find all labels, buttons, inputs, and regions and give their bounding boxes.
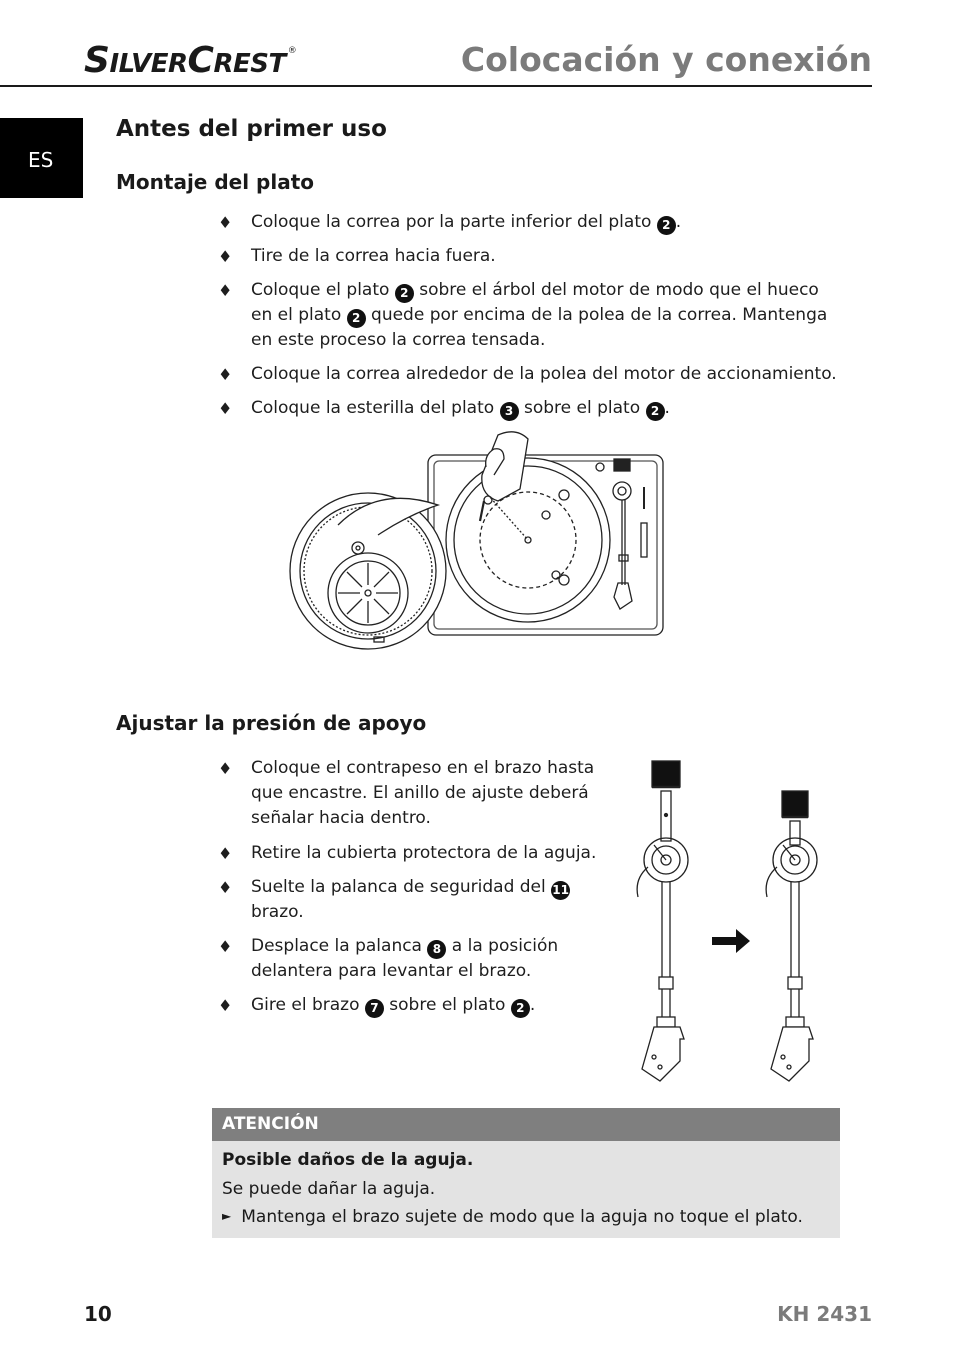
callout-number: 2 xyxy=(347,309,366,328)
list-item: ♦ Desplace la palanca 8 a la posición delantera para levantar el brazo. xyxy=(218,934,618,984)
warning-box xyxy=(212,1108,840,1238)
language-tab: ES xyxy=(0,118,83,198)
callout-number: 2 xyxy=(646,402,665,421)
list-item: ♦ Retire la cubierta protectora de la aguja. xyxy=(218,841,618,866)
warning-action: ► Mantenga el brazo sujete de modo que la aguja no toque el plato. xyxy=(222,1207,803,1227)
list-item: ♦ Tire de la correa hacia fuera. xyxy=(218,244,838,269)
tracking-force-steps xyxy=(218,756,618,1018)
warning-text: Se puede dañar la aguja. xyxy=(222,1179,436,1199)
list-item: ♦ Coloque la correa alrededor de la polea del motor de accionamiento. xyxy=(218,362,838,387)
turntable-belt-illustration xyxy=(288,425,668,675)
callout-number: 2 xyxy=(511,999,530,1018)
callout-number: 11 xyxy=(551,881,570,900)
warning-label: ATENCIÓN xyxy=(212,1108,840,1141)
warning-title: Posible daños de la aguja. xyxy=(222,1150,474,1170)
callout-number: 3 xyxy=(500,402,519,421)
page-title: Colocación y conexión xyxy=(460,40,872,79)
callout-number: 2 xyxy=(395,284,414,303)
header-divider xyxy=(0,85,872,87)
list-item: ♦ Coloque el plato 2 sobre el árbol del motor de modo que el hueco en el plato 2 quede por encima de la polea de la correa. Mantenga en este proceso la correa tensada. xyxy=(218,278,838,353)
model-number: KH 2431 xyxy=(777,1302,872,1326)
callout-number: 8 xyxy=(427,940,446,959)
list-item: ♦ Gire el brazo 7 sobre el plato 2 . xyxy=(218,993,618,1018)
tonearm-counterweight-illustration xyxy=(610,755,845,1085)
list-item: ♦ Suelte la palanca de seguridad del 11 brazo. xyxy=(218,875,618,925)
list-item: ♦ Coloque la correa por la parte inferior del plato 2 . xyxy=(218,210,838,235)
callout-number: 7 xyxy=(365,999,384,1018)
brand-logo: SILVERCREST ® xyxy=(84,40,297,81)
page-number: 10 xyxy=(84,1302,112,1326)
list-item: ♦ Coloque la esterilla del plato 3 sobre el plato 2 . xyxy=(218,396,838,421)
subheading-tracking-force: Ajustar la presión de apoyo xyxy=(116,711,427,735)
section-heading-first-use: Antes del primer uso xyxy=(116,116,387,142)
platter-assembly-steps xyxy=(218,210,838,421)
callout-number: 2 xyxy=(657,216,676,235)
triangle-right-icon: ► xyxy=(222,1209,232,1223)
subheading-platter-assembly: Montaje del plato xyxy=(116,170,314,194)
list-item: ♦ Coloque el contrapeso en el brazo hasta que encastre. El anillo de ajuste deberá señalar hacia dentro. xyxy=(218,756,618,831)
arrow-right-icon xyxy=(712,929,750,953)
